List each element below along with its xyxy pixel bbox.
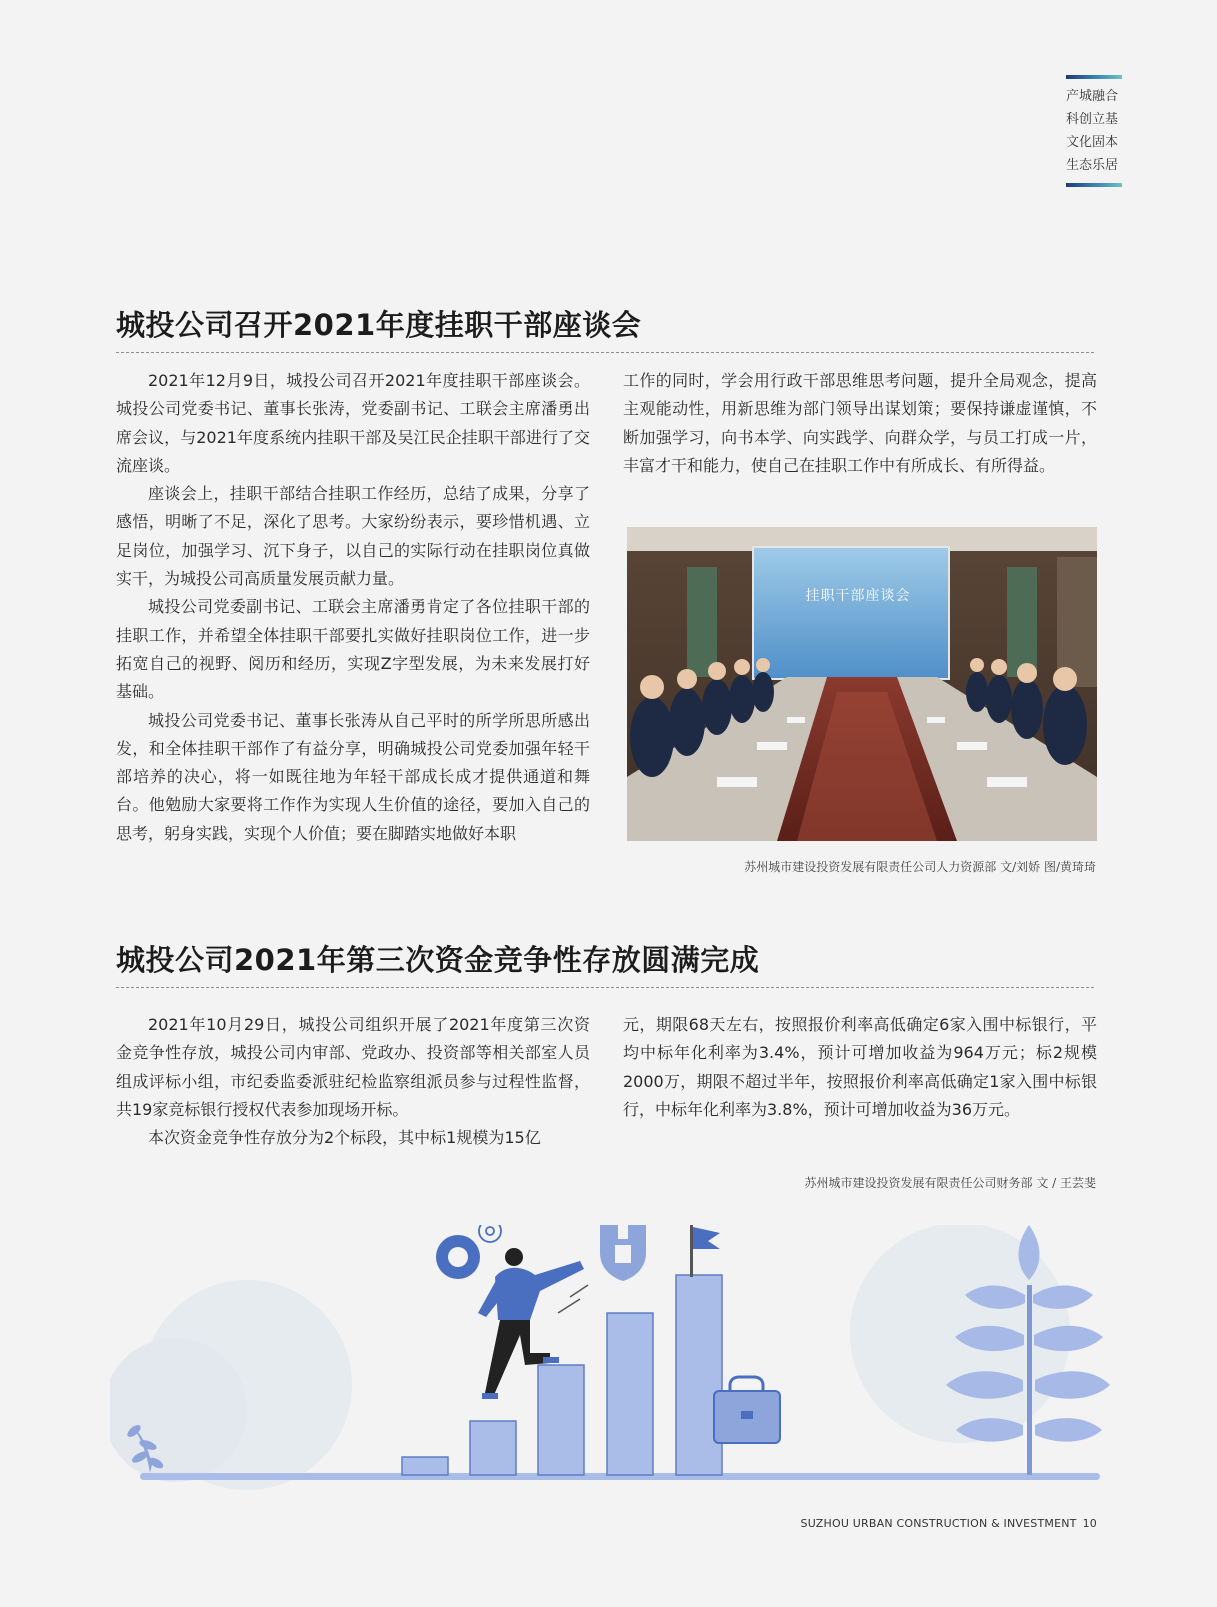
article1-left-column	[116, 367, 590, 848]
article1-paragraph: 城投公司党委书记、董事长张涛从自己平时的所学所思所感出发，和全体挂职干部作了有益分享，明确城投公司党委加强年轻干部培养的决心，将一如既往地为年轻干部成长成才提供通道和舞台。他勉励大家要将工作作为实现人生价值的途径，要加入自己的思考，躬身实践，实现个人价值；要在脚踏实地做好本职	[116, 710, 590, 843]
screen-caption: 挂职干部座谈会	[805, 588, 911, 604]
article2-divider	[116, 987, 1094, 988]
nav-item-kechuang[interactable]: 科创立基	[1066, 112, 1119, 127]
meeting-photo	[627, 527, 1097, 841]
article1-byline: 苏州城市建设投资发展有限责任公司人力资源部 文/刘娇 图/黄琦琦	[744, 860, 1096, 874]
meeting-photo-drawing	[627, 527, 1097, 841]
article1-paragraph: 座谈会上，挂职干部结合挂职工作经历，总结了成果，分享了感悟，明晰了不足，深化了思考。大家纷纷表示，要珍惜机遇、立足岗位，加强学习、沉下身子，以自己的实际行动在挂职岗位真做实干，为城投公司高质量发展贡献力量。	[116, 484, 590, 589]
article1-right-column	[623, 367, 1097, 480]
publication-name: SUZHOU URBAN CONSTRUCTION & INVESTMENT	[800, 1517, 1077, 1530]
page-number: 10	[1082, 1517, 1097, 1530]
nav-top-bar	[1066, 75, 1122, 79]
article1-paragraph: 2021年12月9日，城投公司召开2021年度挂职干部座谈会。城投公司党委书记、董事长张涛，党委副书记、工联会主席潘勇出席会议，与2021年度系统内挂职干部及吴江民企挂职干部进行了交流座谈。	[116, 371, 590, 475]
nav-item-shengtai[interactable]: 生态乐居	[1066, 158, 1119, 173]
article1-paragraph: 城投公司党委副书记、工联会主席潘勇肯定了各位挂职干部的挂职工作，并希望全体挂职干部要扎实做好挂职岗位工作，进一步拓宽自己的视野、阅历和经历，实现Z字型发展，为未来发展打好基础。	[116, 597, 590, 702]
section-nav	[1066, 75, 1122, 187]
growth-illustration	[110, 1225, 1110, 1490]
article1-title: 城投公司召开2021年度挂职干部座谈会	[116, 308, 642, 342]
article1-paragraph-cont: 工作的同时，学会用行政干部思维思考问题，提升全局观念，提高主观能动性，用新思维为部门领导出谋划策；要保持谦虚谨慎，不断加强学习，向书本学、向实践学、向群众学，与员工打成一片，丰富才干和能力，使自己在挂职工作中有所成长、有所得益。	[623, 371, 1097, 475]
article2-paragraph-cont: 元，期限68天左右，按照报价利率高低确定6家入围中标银行，平均中标年化利率为3.4%，预计可增加收益为964万元；标2规模2000万，期限不超过半年，按照报价利率高低确定1家入围中标银行，中标年化利率为3.8%，预计可增加收益为36万元。	[623, 1015, 1097, 1119]
article2-paragraph: 2021年10月29日，城投公司组织开展了2021年度第三次资金竞争性存放，城投公司内审部、党政办、投资部等相关部室人员组成评标小组，市纪委监委派驻纪检监察组派员参与过程性监督，共19家竞标银行授权代表参加现场开标。	[116, 1015, 590, 1119]
nav-item-wenhua[interactable]: 文化固本	[1066, 135, 1119, 150]
article2-title: 城投公司2021年第三次资金竞争性存放圆满完成	[116, 943, 760, 977]
page-footer	[801, 1517, 1097, 1530]
article1-divider	[116, 352, 1094, 353]
article2-left-column	[116, 1011, 590, 1152]
growth-illustration-drawing	[110, 1225, 1110, 1490]
nav-item-chancheng[interactable]: 产城融合	[1066, 89, 1119, 104]
article2-right-column	[623, 1011, 1097, 1124]
nav-bottom-bar	[1066, 183, 1122, 187]
article2-byline: 苏州城市建设投资发展有限责任公司财务部 文 / 王芸斐	[804, 1176, 1096, 1190]
article2-paragraph: 本次资金竞争性存放分为2个标段，其中标1规模为15亿	[148, 1128, 541, 1148]
